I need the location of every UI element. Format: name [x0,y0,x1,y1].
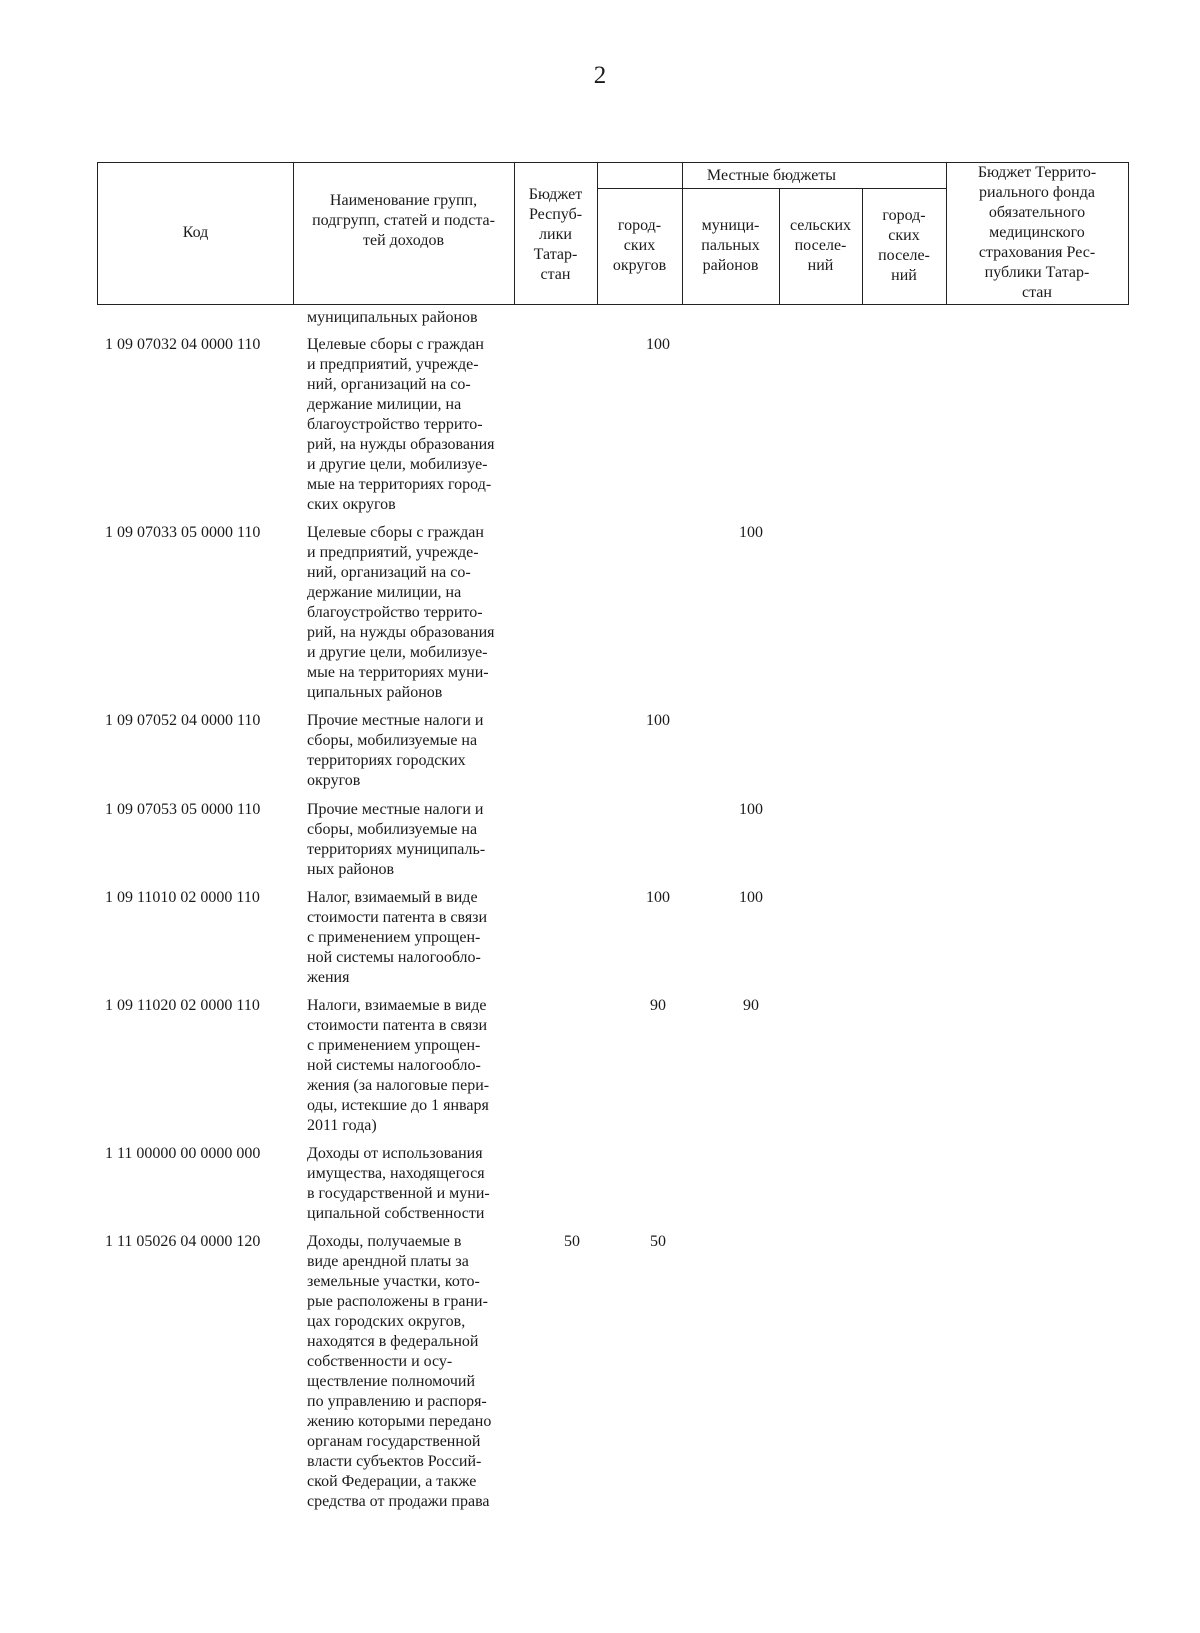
row-code: 1 09 11010 02 0000 110 [105,889,260,906]
header-name: Наименование групп, подгрупп, статей и подста- тей доходов [312,192,495,249]
row-name: Налоги, взимаемые в виде стоимости патента в связи с применением упрощен- ной системы налогообло- жения (за налоговые пери- оды, истекшие до 1 января 2011 года) [307,997,490,1134]
row-name: Прочие местные налоги и сборы, мобилизуемые на территориях городских округов [307,712,484,789]
row-value-municipal-districts: 100 [739,524,763,541]
row-value-rt: 50 [564,1233,580,1250]
header-tfoms: Бюджет Террито- риального фонда обязательного медицинского страхования Рес- публики Татар- стан [977,164,1097,301]
header-urban-settlements: город- ских поселе- ний [878,206,930,284]
row-name: Прочие местные налоги и сборы, мобилизуемые на территориях муниципаль- ных районов [307,801,486,878]
header-rt-budget: Бюджет Респуб- лики Татар- стан [528,186,583,283]
header-rural-settlements: сельских поселе- ний [789,216,852,274]
row-name: Доходы, получаемые в виде арендной платы за земельные участки, кото- рые расположены в грани- цах городских округов, находятся в федеральной собственности и осу- ществление полномочий по управлению и распоря- жению которыми передано органам государственной власти субъектов Россий- ской Федерации, а также средства от продажи права [307,1233,492,1510]
row-code: 1 11 00000 00 0000 000 [105,1145,261,1162]
header-code: Код [182,224,209,241]
row-code: 1 09 07053 05 0000 110 [105,801,261,818]
row-code: 1 09 07032 04 0000 110 [105,336,261,353]
row-value-city-districts: 100 [646,712,670,729]
row-value-municipal-districts: 90 [743,997,759,1014]
row-name: Доходы от использования имущества, находящегося в государственной и муни- ципальной собственности [307,1145,490,1222]
table-header [97,162,1129,305]
row-name: Налог, взимаемый в виде стоимости патента в связи с применением упрощен- ной системы налогообло- жения [307,889,488,986]
row-code: 1 09 07033 05 0000 110 [105,524,261,541]
row-value-municipal-districts: 100 [739,801,763,818]
row-name: муниципальных районов [307,309,478,326]
row-code: 1 09 11020 02 0000 110 [105,997,260,1014]
row-name: Целевые сборы с граждан и предприятий, учрежде- ний, организаций на со- держание милиции, на благоустройство террито- рий, на нужды образования и другие цели, мобилизуе- мые на территориях муни- ципальных районов [307,524,495,701]
page-number: 2 [593,62,607,89]
row-code: 1 11 05026 04 0000 120 [105,1233,261,1250]
row-name: Целевые сборы с граждан и предприятий, учрежде- ний, организаций на со- держание милиции, на благоустройство террито- рий, на нужды образования и другие цели, мобилизуе- мые на территориях город- ских округов [307,336,495,513]
row-code: 1 09 07052 04 0000 110 [105,712,261,729]
row-value-city-districts: 100 [646,889,670,906]
row-value-municipal-districts: 100 [739,889,763,906]
header-city-districts: город- ских округов [612,216,667,274]
header-local-budgets: Местные бюджеты [706,166,837,184]
row-value-city-districts: 90 [650,997,666,1014]
row-value-city-districts: 50 [650,1233,666,1250]
header-municipal-districts: муници- пальных районов [701,216,760,274]
row-value-city-districts: 100 [646,336,670,353]
